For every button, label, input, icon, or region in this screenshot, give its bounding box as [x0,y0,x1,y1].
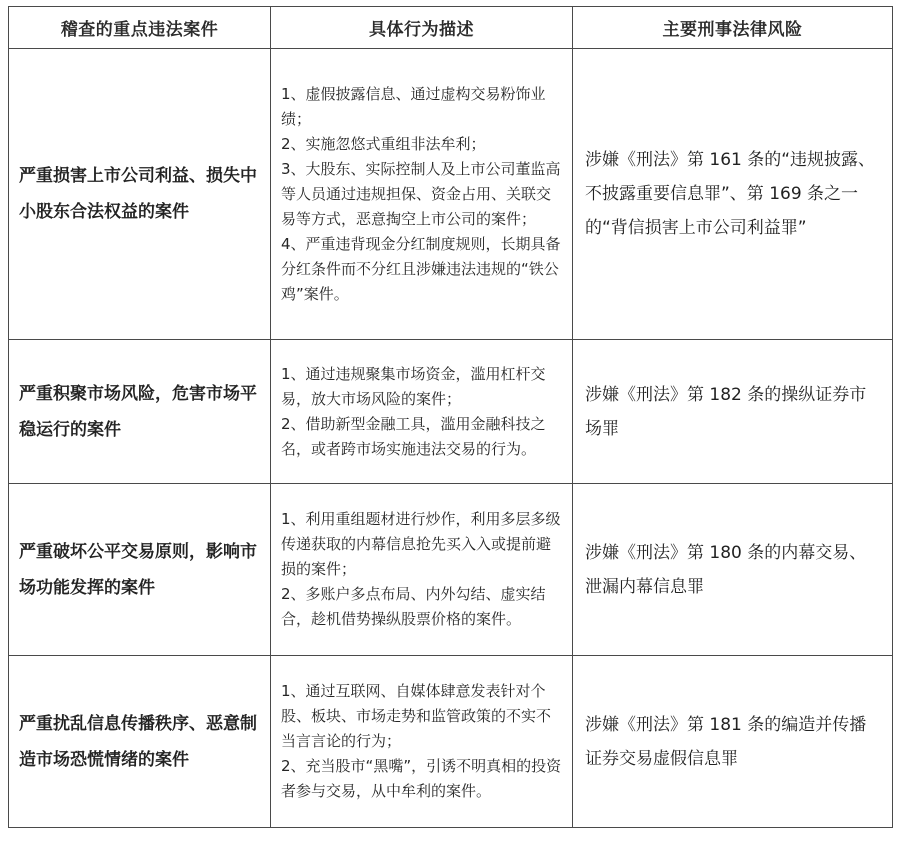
behavior-item: 2、借助新型金融工具，滥用金融科技之名，或者跨市场实施违法交易的行为。 [281,414,546,458]
header-row [9,7,893,49]
header-behavior-description: 具体行为描述 [271,7,573,49]
table-header [9,7,893,49]
behavior-cell [271,484,573,656]
criminal-risk-cell: 涉嫌《刑法》第 161 条的“违规披露、不披露重要信息罪”、第 169 条之一的“背信损害上市公司利益罪” [573,49,893,340]
behavior-cell [271,656,573,828]
criminal-risk-cell: 涉嫌《刑法》第 180 条的内幕交易、泄漏内幕信息罪 [573,484,893,656]
table-body [9,49,893,828]
behavior-item: 1、利用重组题材进行炒作，利用多层多级传递获取的内幕信息抢先买入入或提前避损的案件； [281,510,561,578]
table-row [9,656,893,828]
behavior-item: 4、严重违背现金分红制度规则，长期具备分红条件而不分红且涉嫌违法违规的“铁公鸡”案件。 [281,234,561,303]
behavior-item: 2、多账户多点布局、内外勾结、虚实结合，趁机借势操纵股票价格的案件。 [281,585,546,628]
criminal-risk-cell: 涉嫌《刑法》第 181 条的编造并传播证券交易虚假信息罪 [573,656,893,828]
table-row [9,484,893,656]
behavior-item: 3、大股东、实际控制人及上市公司董监高等人员通过违规担保、资金占用、关联交易等方式，恶意掏空上市公司的案件； [281,159,561,228]
behavior-item: 1、通过违规聚集市场资金，滥用杠杆交易，放大市场风险的案件； [281,364,546,408]
behavior-item: 1、虚假披露信息、通过虚构交易粉饰业绩； [281,84,546,128]
case-type-cell: 严重扰乱信息传播秩序、恶意制造市场恐慌情绪的案件 [9,656,271,828]
header-case-type: 稽查的重点违法案件 [9,7,271,49]
case-type-cell: 严重破坏公平交易原则，影响市场功能发挥的案件 [9,484,271,656]
case-type-cell: 严重积聚市场风险，危害市场平稳运行的案件 [9,340,271,484]
behavior-item: 2、实施忽悠式重组非法牟利； [281,134,486,153]
behavior-cell [271,49,573,340]
table-row [9,49,893,340]
enforcement-cases-table [8,6,893,828]
behavior-item: 1、通过互联网、自媒体肆意发表针对个股、板块、市场走势和监管政策的不实不当言言论的行为； [281,682,552,750]
behavior-item: 2、充当股市“黑嘴”，引诱不明真相的投资者参与交易，从中牟利的案件。 [281,757,562,800]
case-type-cell: 严重损害上市公司利益、损失中小股东合法权益的案件 [9,49,271,340]
header-criminal-risk: 主要刑事法律风险 [573,7,893,49]
behavior-cell [271,340,573,484]
criminal-risk-cell: 涉嫌《刑法》第 182 条的操纵证券市场罪 [573,340,893,484]
table-row [9,340,893,484]
